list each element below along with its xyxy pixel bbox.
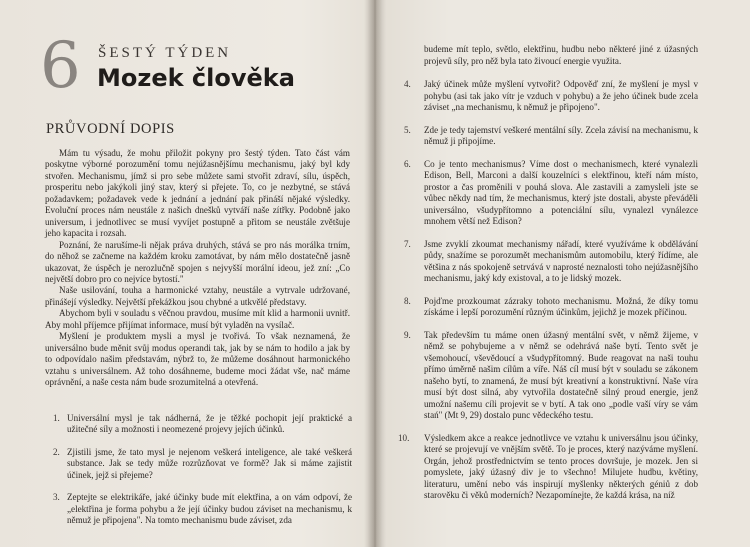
paragraph: Mám tu výsadu, že mohu přiložit pokyny pro šestý týden. Tato část vám poskytne výborné porozumění tomu nejúžasnějšímu mechanismu, jaký byl kdy stvořen. Mechanismu, jímž si pro sebe můžete sami stvořit zdraví, sílu, úspěch, prosperitu nebo jakýkoli jiný stav, který si přejete. To, co je nezbytné, se stává požadavkem; požadavek vede k jednání a jednání pak přináší nějaké výsledky. Evoluční proces nám neustále z našich dnešků vytváří naše zítřky. Podobně jako universum, i jednotlivec se musí vyvíjet postupně a přitom se neustále zvětšuje jeho kapacita i rozsah. (45, 148, 350, 239)
list-item (398, 296, 698, 319)
list-item (398, 330, 698, 422)
item-text: Zde je tedy tajemství veškeré mentální síly. Zcela závisí na mechanismu, k němuž ji připojíme. (424, 124, 698, 146)
item-text: Co je tento mechanismus? Víme dost o mechanismech, které vynalezli Edison, Bell, Marconi a další kouzelníci s elektřinou, kteří nám místo, prostor a čas proměnili v pouhá slova. Ale zastavili a zamysleli jste se vůbec někdy nad tím, že mechanismus, který jste dostali, abyste převáděli universálno, všudypřítomno a potenciální sílu, vynalezl vynálezce mnohem větší než Edison? (424, 158, 698, 226)
item-text: Jaký účinek může myšlení vytvořit? Odpověď zní, že myšlení je mysl v pohybu (asi tak jako vítr je vzduch v pohybu) a že jeho účinek bude zcela záviset „na mechanismu, k němuž je připojeno". (424, 79, 698, 112)
paragraph: Myšlení je produktem mysli a mysl je tvořivá. To však neznamená, že universálno bude měnit svůj modus operandi tak, jak by se nám to hodilo a jak by to odpovídalo našim představám, nýbrž to, že můžeme dosáhnout harmonického vztahu s universálnem. Až toho dosáhneme, budeme moci žádat vše, nač máme oprávnění, a naše cesta nám bude srozumitelná a otevřená. (45, 331, 350, 388)
item-number: 9. (404, 329, 411, 340)
left-page (0, 0, 372, 547)
list-item (45, 492, 352, 526)
item-text: Universální mysl je tak nádherná, že je těžké pochopit její praktické a užitečné síly a možnosti i neomezené projevy jejích účinků. (67, 413, 352, 435)
list-item (398, 159, 698, 228)
item-text: Pojďme prozkoumat zázraky tohoto mechanismu. Možná, že díky tomu získáme i lepší porozumění různým účinkům, jejichž je mozek příčinou. (424, 295, 698, 317)
list-item (45, 413, 352, 436)
numbered-list-right (398, 44, 698, 513)
chapter-title: Mozek člověka (97, 64, 295, 92)
item-text: Zeptejte se elektrikáře, jaké účinky bude mít elektřina, a on vám odpoví, že „elektřina je forma pohybu a že její účinky budou záviset na mechanismu, k němuž je připojena". Na tomto mechanismu bude záviset, zda (67, 492, 352, 526)
item-number: 2. (53, 446, 60, 457)
continuation-text (398, 44, 698, 67)
paragraph: Poznání, že narušíme-li nějak práva druhých, stává se pro nás morálka trním, do něhož se začneme na každém kroku zamotávat, by nám mělo dostatečně jasně ukazovat, že úspěch je nerozlučně spojen s nejvyšší morální ideou, jež zní: „Co největší dobro pro co nejvíce bytostí." (45, 239, 350, 284)
continuation-paragraph: budeme mít teplo, světlo, elektřinu, hudbu nebo některé jiné z úžasných projevů síly, pro něž byla tato živoucí energie využita. (424, 44, 698, 66)
chapter-number: 6 (40, 29, 81, 103)
item-number: 4. (404, 79, 411, 89)
item-number: 5. (404, 124, 411, 135)
item-number: 3. (53, 492, 60, 503)
numbered-list-left (45, 413, 352, 538)
list-item (45, 447, 352, 481)
list-item (398, 79, 698, 114)
item-text: Tak především tu máme onen úžasný mentální svět, v němž žijeme, v němž se pohybujeme a v němž se odehrává naše bytí. Tento svět je všemohoucí, vševědoucí a všudypřítomný. Bude reagovat na naši touhu přímo úměrně našim cílům a víře. Náš cíl musí být v souladu se zákonem našeho bytí, to znamená, že musí být kreativní a konstruktivní. Naše víra musí být dost silná, aby vytvořila dostatečně silný proud energie, jenž umožní našemu cíli projevit se v bytí. A tak ono „podle vaší víry se vám stań" (Mt 9, 29) dostalo punc vědeckého testu. (424, 329, 698, 420)
item-number: 6. (404, 158, 411, 169)
item-number: 8. (404, 295, 411, 306)
chapter-week-label: ŠESTÝ TÝDEN (98, 45, 232, 61)
item-number: 10. (398, 432, 410, 443)
cover-letter-body (45, 148, 350, 389)
section-heading: PRŮVODNÍ DOPIS (46, 121, 175, 137)
right-page (378, 0, 750, 547)
paragraph: Abychom byli v souladu s věčnou pravdou, musíme mít klid a harmonii uvnitř. Aby mohl příjemce přijímat informace, musí být vyladěn na vysílač. (45, 308, 350, 330)
item-text: Jsme zvyklí zkoumat mechanismy nářadí, které využíváme k obdělávání půdy, snažíme se porozumět mechanismům automobilu, který řídíme, ale většina z nás spokojeně setrvává v naprosté neznalosti toho nejúžasnějšího mechanismu, jaký kdy existoval, a to je lidský mozek. (424, 238, 698, 283)
item-number: 1. (53, 413, 60, 423)
list-item (398, 125, 698, 148)
paragraph: Naše usilování, touha a harmonické vztahy, neustále a vytrvale udržované, přinášejí výsledky. Největší překážkou jsou chybné a utkvělé představy. (45, 285, 350, 307)
list-item (398, 433, 698, 502)
item-number: 7. (404, 238, 411, 249)
item-text: Zjistili jsme, že tato mysl je nejenom veškerá inteligence, ale také veškerá substance. Jak se tedy může rozrůzňovat ve formě? Jak si máme zajistit účinek, jejž si přejeme? (67, 446, 352, 480)
item-text: Výsledkem akce a reakce jednotlivce ve vztahu k universálnu jsou účinky, které se projevují ve vnějším světě. To je proces, který nazýváme myšlení. Orgán, jehož prostřednictvím se tento proces dovršuje, je mozek. Jen si pomyslete, jaký úžasný div je to všechno! Milujete hudbu, květiny, literaturu, umění nebo vás inspirují myšlenky některých géniů z dob starověku či věků moderních? Nezapomínejte, že každá krása, na níž (424, 432, 698, 500)
list-item (398, 239, 698, 285)
